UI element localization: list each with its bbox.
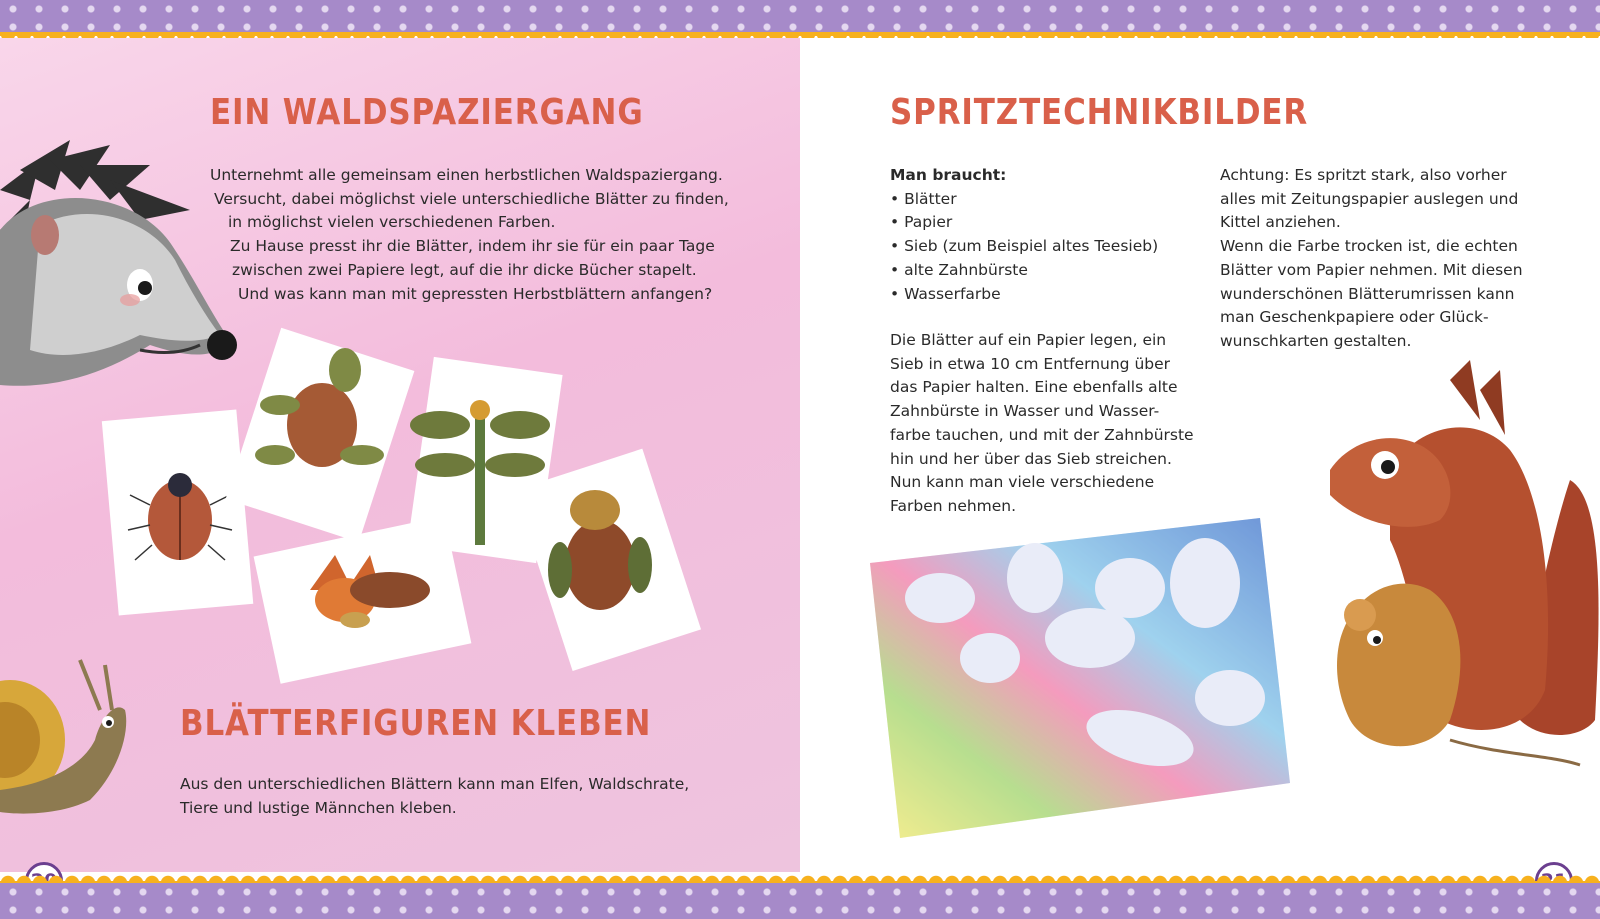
section-heading-blaetterfiguren: BLÄTTERFIGUREN KLEBEN bbox=[180, 703, 652, 744]
note-line: Wenn die Farbe trocken ist, die echten bbox=[1220, 237, 1518, 256]
section-heading-spritztechnik: SPRITZTECHNIKBILDER bbox=[890, 92, 1309, 133]
intro-line: Unternehmt alle gemeinsam einen herbstlichen Waldspaziergang. bbox=[210, 166, 723, 184]
materials-item: • Blätter bbox=[890, 189, 957, 208]
instruction-line: Die Blätter auf ein Papier legen, ein bbox=[890, 331, 1167, 349]
materials-item: • Papier bbox=[890, 213, 953, 232]
intro-line: in möglichst vielen verschiedenen Farben. bbox=[228, 213, 556, 232]
instruction-paragraph bbox=[890, 329, 1194, 519]
bottom-border-band bbox=[0, 883, 1600, 919]
intro-line: Versucht, dabei möglichst viele unterschiedliche Blätter zu finden, bbox=[214, 189, 729, 208]
intro-line: Zu Hause presst ihr die Blätter, indem ihr sie für ein paar Tage bbox=[230, 237, 715, 256]
leaf-figure-cards-photo bbox=[100, 325, 720, 685]
note-paragraph bbox=[1220, 164, 1523, 354]
instruction-line: Farben nehmen. bbox=[890, 496, 1017, 515]
sub-line: Aus den unterschiedlichen Blättern kann man Elfen, Waldschrate, bbox=[180, 775, 690, 793]
materials-item: • Sieb (zum Beispiel altes Teesieb) bbox=[890, 237, 1159, 256]
materials-item: • alte Zahnbürste bbox=[890, 260, 1028, 279]
beetle-card bbox=[102, 409, 253, 615]
splatter-art-photo bbox=[870, 518, 1300, 838]
sub-line: Tiere und lustige Männchen kleben. bbox=[180, 798, 457, 817]
note-line: Kittel anziehen. bbox=[1220, 213, 1341, 232]
instruction-line: hin und her über das Sieb streichen. bbox=[890, 449, 1172, 468]
snail-illustration bbox=[0, 640, 140, 820]
instruction-line: Nun kann man viele verschiedene bbox=[890, 473, 1155, 492]
instruction-line: das Papier halten. Eine ebenfalls alte bbox=[890, 378, 1178, 397]
sub-paragraph bbox=[180, 773, 689, 820]
note-line: wunderschönen Blätterumrissen kann bbox=[1220, 284, 1515, 303]
instruction-line: Sieb in etwa 10 cm Entfernung über bbox=[890, 354, 1171, 373]
turtle-card bbox=[226, 328, 415, 542]
intro-line: zwischen zwei Papiere legt, auf die ihr dicke Bücher stapelt. bbox=[232, 260, 697, 279]
materials-item: • Wasserfarbe bbox=[890, 284, 1001, 303]
owl-card bbox=[514, 449, 701, 671]
instruction-line: farbe tauchen, und mit der Zahnbürste bbox=[890, 425, 1194, 444]
materials-list bbox=[890, 164, 1158, 306]
note-line: Blätter vom Papier nehmen. Mit diesen bbox=[1220, 260, 1523, 279]
note-line: Achtung: Es spritzt stark, also vorher bbox=[1220, 166, 1507, 184]
top-border-band bbox=[0, 0, 1600, 36]
note-line: wunschkarten gestalten. bbox=[1220, 331, 1412, 350]
squirrel-and-mouse-illustration bbox=[1330, 360, 1600, 780]
note-line: alles mit Zeitungspapier auslegen und bbox=[1220, 189, 1519, 208]
note-line: man Geschenkpapiere oder Glück- bbox=[1220, 308, 1489, 327]
instruction-line: Zahnbürste in Wasser und Wasser- bbox=[890, 402, 1160, 421]
section-heading-waldspaziergang: EIN WALDSPAZIERGANG bbox=[210, 92, 644, 133]
intro-paragraph bbox=[210, 164, 729, 306]
materials-title: Man braucht: bbox=[890, 166, 1007, 184]
intro-line: Und was kann man mit gepressten Herbstblättern anfangen? bbox=[238, 284, 713, 303]
fox-card bbox=[254, 516, 472, 684]
